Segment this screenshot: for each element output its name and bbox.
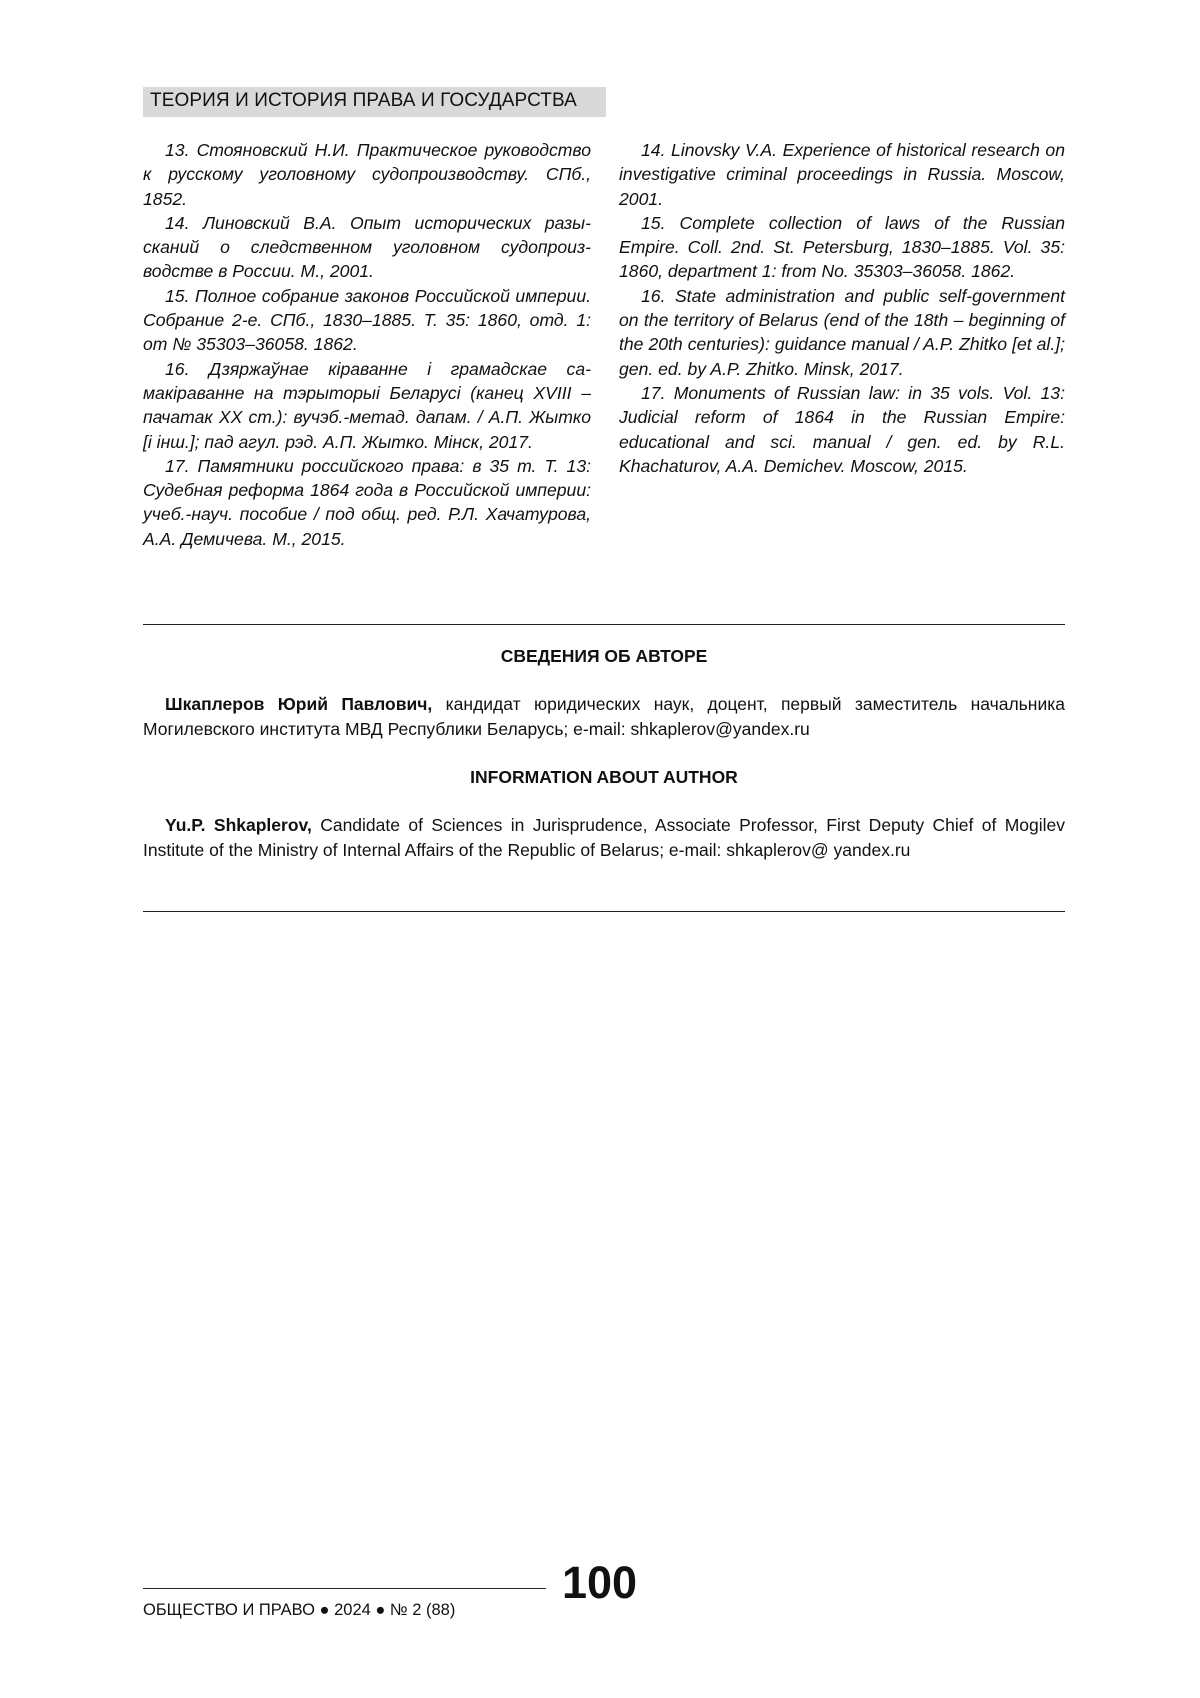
author-details-en: Candidate of Sciences in Jurisprudence, Associate Professor, First Deputy Chief of Mogilev Institute of the Ministry of Internal Affairs of the Republic of Belarus; e-mail: shkaplerov@ yandex.ru xyxy=(143,815,1065,860)
author-heading-en: INFORMATION ABOUT AUTHOR xyxy=(143,767,1065,788)
journal-citation: ОБЩЕСТВО И ПРАВО ● 2024 ● № 2 (88) xyxy=(143,1601,455,1620)
reference-item: 17. Памятники российского права: в 35 т. Т. 13: Судебная реформа 1864 года в Россий­ской империи: учеб.-науч. пособие / под общ. ред. Р.Л. Хачатурова, А.А. Демичева. М., 2015. xyxy=(143,454,591,551)
references-english xyxy=(619,138,1065,478)
footer-rule xyxy=(143,1588,546,1589)
references-russian xyxy=(143,138,591,551)
reference-item: 15. Complete collection of laws of the Russian Empire. Coll. 2nd. St. Petersburg, 1830–1885. Vol. 35: 1860, department 1: from No. 35303–36058. 1862. xyxy=(619,211,1065,284)
reference-item: 14. Линовский В.А. Опыт исторических разы­сканий о следственном уголовном судопроиз­водстве в России. М., 2001. xyxy=(143,211,591,284)
reference-item: 17. Monuments of Russian law: in 35 vols. Vol. 13: Judicial reform of 1864 in the Russian Empire: educational and sci. manual / gen. ed. by R.L. Khachaturov, A.A. Demichev. Moscow, 2015. xyxy=(619,381,1065,478)
author-info-ru xyxy=(143,692,1065,741)
reference-item: 16. Дзяржаўнае кіраванне і грамадскае са­макіраванне на тэрыторыі Беларусі (канец XVIII – пачатак XX ст.): вучэб.-метад. дапам. / А.П. Жытко [і інш.]; пад агул. рэд. А.П. Жытко. Мінск, 2017. xyxy=(143,357,591,454)
section-divider-top xyxy=(143,624,1065,625)
section-divider-bottom xyxy=(143,911,1065,912)
author-info-en xyxy=(143,813,1065,862)
reference-item: 13. Стояновский Н.И. Практическое руковод­ство к русскому уголовному судопроизводству. СПб., 1852. xyxy=(143,138,591,211)
author-name-en: Yu.P. Shkaplerov, xyxy=(165,815,312,835)
author-name-ru: Шкаплеров Юрий Павлович, xyxy=(165,694,432,714)
page-number: 100 xyxy=(562,1558,637,1608)
author-details-ru: кандидат юридических наук, доцент, первый заместитель начальника Могилевского института МВД Республики Беларусь; e-mail: shkaplerov@yandex.ru xyxy=(143,694,1065,739)
reference-item: 14. Linovsky V.A. Experience of historical research on investigative criminal proceedings in Russia. Moscow, 2001. xyxy=(619,138,1065,211)
running-header-title: ТЕОРИЯ И ИСТОРИЯ ПРАВА И ГОСУДАРСТВА xyxy=(150,90,577,112)
reference-item: 16. State administration and public self-government on the territory of Belarus (end of the 18th – beginning of the 20th centuries): guidance manual / A.P. Zhitko [et al.]; gen. ed. by A.P. Zhitko. Minsk, 2017. xyxy=(619,284,1065,381)
author-heading-ru: СВЕДЕНИЯ ОБ АВТОРЕ xyxy=(143,646,1065,667)
reference-item: 15. Полное собрание законов Российской им­перии. Собрание 2-е. СПб., 1830–1885. Т. 35: 1860, отд. 1: от № 35303–36058. 1862. xyxy=(143,284,591,357)
running-header xyxy=(143,87,606,117)
